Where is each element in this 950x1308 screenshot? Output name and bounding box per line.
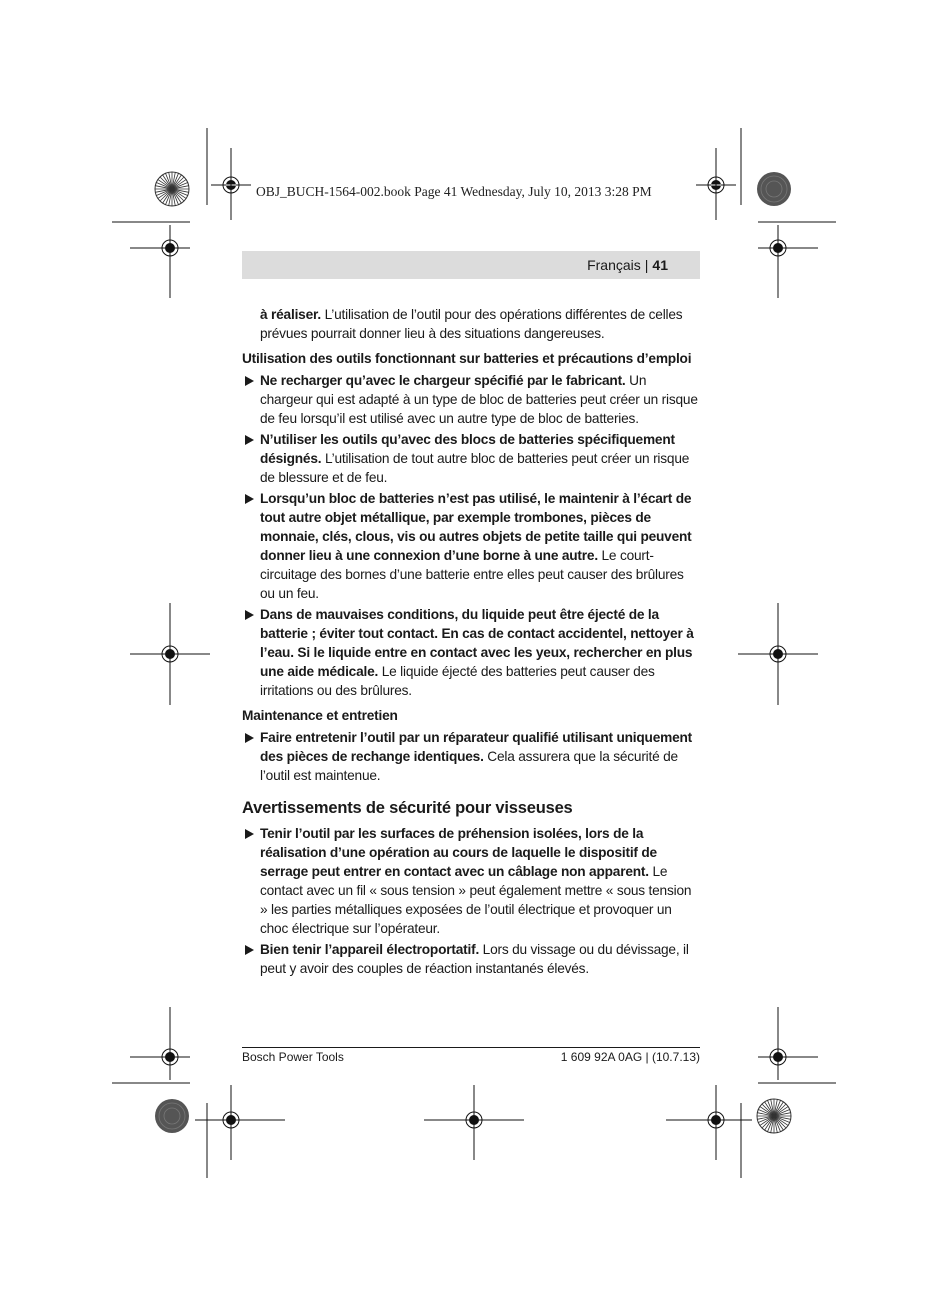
item-text: L’utilisation de tout autre bloc de batteries peut créer un risque de blessure et de feu. xyxy=(260,451,690,485)
list-item xyxy=(242,824,700,938)
page-header xyxy=(242,251,700,279)
item-text: Le contact avec un fil « sous tension » peut également mettre « sous tension » les parties métalliques exposées de l’outil électrique et provoquer un choc électrique sur l’opérateur. xyxy=(260,864,692,936)
item-bold: Tenir l’outil par les surfaces de préhension isolées, lors de la réalisation d’une opération au cours de laquelle le dispositif de serrage peut entrer en contact avec un câblage non apparent. xyxy=(260,826,657,879)
intro-text: L’utilisation de l’outil pour des opérations différentes de celles prévues pourrait donner lieu à des situations dangereuses. xyxy=(260,307,683,341)
section-heading-maintenance: Maintenance et entretien xyxy=(242,708,398,723)
item-text: Lors du vissage ou du dévissage, il peut y avoir des couples de réaction instantanés élevés. xyxy=(260,942,689,976)
bullet-triangle-icon xyxy=(245,610,254,620)
item-bold: Lorsqu’un bloc de batteries n’est pas utilisé, le maintenir à l’écart de tout autre objet métallique, par exemple trombones, pièces de monnaie, clés, clous, vis ou autres objets de petite taille qui peuvent donner lieu à une connexion d’une borne à une autre. xyxy=(260,491,692,563)
list-item xyxy=(242,430,700,487)
item-text: Le liquide éjecté des batteries peut causer des irritations ou des brûlures. xyxy=(260,664,655,698)
list-item xyxy=(242,940,700,978)
page-number: 41 xyxy=(652,257,668,273)
item-text: Le court-circuitage des bornes d’une batterie entre elles peut causer des brûlures ou un feu. xyxy=(260,548,684,601)
item-bold: Faire entretenir l’outil par un réparateur qualifié utilisant uniquement des pièces de rechange identiques. xyxy=(260,730,693,764)
bullet-triangle-icon xyxy=(245,376,254,386)
item-bold: Dans de mauvaises conditions, du liquide peut être éjecté de la batterie ; éviter tout contact. En cas de contact accidentel, nettoyer à l’eau. Si le liquide entre en contact avec les yeux, rechercher en plus une aide médicale. xyxy=(260,607,694,679)
page-content xyxy=(242,305,700,980)
footer-rule xyxy=(242,1047,700,1048)
bullet-triangle-icon xyxy=(245,435,254,445)
intro-paragraph xyxy=(242,305,700,343)
header-language: Français xyxy=(587,257,641,273)
item-bold: Ne recharger qu’avec le chargeur spécifié par le fabricant. xyxy=(260,373,626,388)
bullet-triangle-icon xyxy=(245,733,254,743)
bullet-triangle-icon xyxy=(245,945,254,955)
item-text: Un chargeur qui est adapté à un type de bloc de batteries peut créer un risque de feu lorsqu’il est utilisé avec un autre type de bloc de batteries. xyxy=(260,373,698,426)
footer-code: 1 609 92A 0AG | (10.7.13) xyxy=(560,1050,700,1064)
print-slug: OBJ_BUCH-1564-002.book Page 41 Wednesday, July 10, 2013 3:28 PM xyxy=(256,184,652,199)
list-item xyxy=(242,728,700,785)
intro-bold: à réaliser. xyxy=(260,307,321,322)
item-bold: Bien tenir l’appareil électroportatif. xyxy=(260,942,480,957)
section-heading-batteries: Utilisation des outils fonctionnant sur batteries et précautions d’emploi xyxy=(242,351,692,366)
header-separator: | xyxy=(644,257,649,273)
item-bold: N’utiliser les outils qu’avec des blocs de batteries spécifiquement désignés. xyxy=(260,432,675,466)
bullet-triangle-icon xyxy=(245,829,254,839)
list-item xyxy=(242,489,700,603)
item-text: Cela assurera que la sécurité de l’outil est maintenue. xyxy=(260,749,678,783)
header-text xyxy=(587,257,668,273)
bullet-triangle-icon xyxy=(245,494,254,504)
section-heading-screwdrivers: Avertissements de sécurité pour visseuses xyxy=(242,799,573,817)
list-item xyxy=(242,605,700,700)
list-item xyxy=(242,371,700,428)
footer-brand: Bosch Power Tools xyxy=(242,1050,344,1064)
